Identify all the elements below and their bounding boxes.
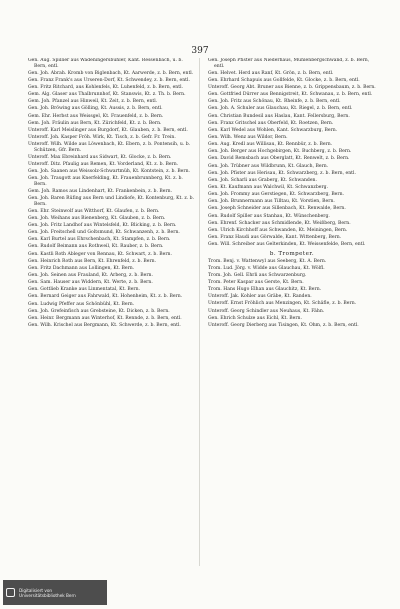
list-entry: Gen. Joh. Brunnermann aus Tilltau, Kt. Vorstien, Bern. (208, 199, 335, 205)
library-logo-icon (6, 588, 15, 597)
list-entry: Gen. Joseph Pfister aus Niederhaus, Mühlenbergschwand, z. b. Bern, entl. (208, 58, 370, 69)
list-entry: Trom. Benj. v. Wattenwyl aus Seeberg, Kt. A. Bern. (208, 258, 327, 264)
list-entry: Gen. Gottfried Dürrer aus Bennigstreit, Kt. Schwanau, z. b. Bern, entl. (208, 92, 373, 98)
list-entry: Unteroff. Wilh. Wilde aus Löwenbach, Kt. Ebern, z. b. Pontensih, u. b. Schützen, Gfr. Bern. (28, 142, 191, 153)
list-entry: Gen. Joh. Traugott aus Knerfelding, Kt. Frauenbrunnberg, Kt. z. b. Bern. (28, 176, 183, 187)
list-entry: Gen. Ehr. Steinwolf aus Witthorf, Kt. Glaufen, z. b. Bern. (28, 208, 160, 214)
list-entry: Gen. Joh. Scharli aus Graberg, Kt. Schwanden. (208, 177, 317, 183)
list-entry: Gen. Kastli Roth Ableger von Rennau, Kt. Schwart, z. b. Bern. (28, 251, 172, 257)
list-entry: Gen. Joh. Abrah. Kromb von Biglenbach, Kt. Aarwerde, z. b. Bern, entl. (28, 70, 194, 76)
list-entry: Gen. Ulrich Kirchhoff aus Schwanden, Kt. Meiningen, Bern. (208, 227, 348, 233)
list-entry: Gen. Joh. Grefeinfisch aus Grebsteine, Kt. Dicken, z. b. Bern. (28, 308, 170, 314)
list-entry: Gem. Alg. Glaser aus Thalbrunnhof, Kt. Stanswis, Kt. z. Th. b. Bern. (28, 92, 186, 98)
list-entry: Unteroff. Georg Schindler aus Neuhaus, Kt. Fähn. (208, 308, 325, 314)
left-column (28, 58, 196, 568)
watermark-text (19, 588, 76, 598)
list-entry: Unteroff. Karl Meislinger aus Burgdorf, Kt. Glauben, z. b. Bern, entl. (28, 127, 188, 133)
list-entry: Gen. Karl Burtel aus Ehrschenbach, Kt. Stampfen, z. b. Bern. (28, 237, 171, 243)
right-column (208, 58, 376, 568)
list-entry: Unteroff. Georg Dierberg aus Tisingen, Kt. Ohm, z. b. Bern, entl. (208, 322, 359, 328)
list-entry: Gen. Joh. Frommy aus Gerstiegen, Kt. Schwarzberg, Bern. (208, 192, 344, 198)
list-entry: Gen. Wilh. Krischel aus Bergmann, Kt. Schwerde, z. b. Bern, entl. (28, 322, 181, 328)
list-entry: Gen. Franz Frank's aus Urseren-Dorf, Kt. Schwendey, z. b. Bern, entl. (28, 77, 190, 83)
list-entry: Gen. Joh. Fritz Landhof aus Wintelsfeld, Kt. Blicking, z. b. Bern. (28, 223, 177, 228)
list-entry: Gen. Ehrich Schulze aus Eichl, Kt. Bern. (208, 315, 302, 321)
list-entry: Gen. Rudolf Beimann aus Rothweil, Kt. Rauber, z. b. Bern. (28, 244, 164, 250)
list-entry: Gen. Helvet. Herd aus Ranf, Kt. Grön, z. b. Bern, entl. (208, 70, 334, 76)
list-entry: Gen. Ehrhard Schapuis aus Gollfelde, Kt. Glocke, z. b. Bern, entl. (208, 77, 360, 83)
list-entry: Unteroff. Max Ebreinhard aus Sidwart, Kt. Glocke, z. b. Bern. (28, 154, 172, 160)
list-entry: Gen. David Remsbach aus Oberglatt, Kt. Renwelt, z. b. Bern. (208, 156, 350, 162)
list-entry: Trom. Lud. Jörg. v. Widde aus Glauchau, Kt. Wölfl. (208, 265, 325, 271)
list-entry: Gen. Heinr. Bergmann aus Winterhof, Kt. Rennde, z. b. Bern, entl. (28, 315, 182, 321)
list-entry: Gen. Joh. Fritz aus Schönau, Kt. Rheinfe, z. b. Bern, entl. (208, 99, 341, 105)
list-entry: Gen. Joh. Freitschell und Goltsmund, Kt. Schwanzenh, z. b. Bern. (28, 230, 180, 236)
list-entry: Gen. Kt. Kaufmann aus Walchwil, Kt. Schwanzberg. (208, 184, 329, 190)
list-entry: Gen. Christian Bundesil aus Haslau, Kant. Fellersburg, Bern. (208, 113, 350, 119)
list-entry: Gen. Joh. Bröwing aus Gölling, Kt. Aussis, z. b. Bern, entl. (28, 106, 163, 112)
list-entry: Gen. Karl Wedel aus Wohlen, Kant. Schwarzburg, Bern. (208, 127, 338, 133)
list-entry: Unteroff. Joh. Kasper Fröh. Wirk, Kt. Tisch, z. b. Gefr. Fr. Trein. (28, 134, 176, 140)
list-entry: Gen. Wilh. Wenz aus Wildor, Bern. (208, 134, 288, 140)
list-entry: Gem. Joh. Fräulin aus Bern, Kt. Zürichfeld, Kt. z. b. Bern. (28, 120, 162, 126)
list-entry: Gen. Fritz Ritchard, aus Kohlenfels, Kt. Luhenfeld, z. b. Bern, entl. (28, 84, 184, 90)
list-entry: Unteroff. Ernst Fröhlich aus Menzingen, Kt. Schäfle, z. b. Bern. (208, 301, 357, 307)
list-entry: Gen. Joh. Trübner aus Wildbrunn, Kt. Glauch, Bern. (208, 163, 329, 169)
list-entry: Gem. Joh. Ramos aus Lindenhart, Kt. Frankenbein, z. b. Bern. (28, 188, 173, 194)
page-number: 397 (191, 46, 209, 56)
list-entry: Gen. Fritz Dachmann aus Lollingen, Kt. Bern. (28, 265, 135, 271)
list-entry: Gen. Franz Gritschel aus Oberfeld, Kt. Roetzen, Bern. (208, 120, 334, 126)
list-entry: Gen. Joh. Saanen aus Weissolz-Schwartmüh, Kt. Kontstein, z. b. Bern. (28, 169, 190, 175)
list-entry: Gen. Joh. Seinen aus Frauland, Kt. Arberg, z. b. Bern. (28, 272, 153, 278)
list-entry: Gen. Joh. A. Schuler aus Glauchau, Kt. Riegel, z. b. Bern, entl. (208, 106, 353, 112)
list-entry: Unteroff. Jak. Kohler aus Gräbe, Kt. Randen. (208, 294, 312, 300)
list-entry: Gen. Rudolf Spiller aus Stanhau, Kt. Wünschenberg. (208, 213, 330, 219)
list-entry: Gen. Franz Haudi aus Görwalde, Kant. Wittenberg, Bern. (208, 234, 342, 240)
list-entry: Gen. Aug. Spillier aus Wadeningersbühler, Kant. Ressenbach, u. b. Bern, entl. (28, 58, 183, 69)
list-entry: Gen. Joh. Berger aus Hochgebirgen, Kt. Buchberg, z. b. Bern. (208, 149, 352, 155)
digitization-watermark (3, 580, 107, 605)
list-entry: Gen. Ehrenf. Schacker aus Schmidlende, Kt. Weißberg, Bern. (208, 220, 351, 226)
list-entry: Trom. Hans Hugo Elhan aus Glauchitz, Kt. Bern. (208, 287, 322, 293)
list-entry: Trom. Peter Kaspar aus Gerste, Kt. Bern. (208, 280, 304, 286)
watermark-line: Universitätsbibliothek Bern (19, 592, 76, 598)
section-heading: b. Trompeter. (269, 250, 315, 257)
list-entry: Gem. Joh. Pfanzel aus Hinweil, Kt. Zeit, z. b. Bern, entl. (28, 99, 158, 105)
list-entry: Gen. Joh. Weihans aus Bienenberg, Kt. Glauben, z. b. Bern. (28, 215, 166, 221)
list-entry: Gen. Sam. Hauser aus Widdern, Kt. Werte, z. b. Bern. (28, 280, 153, 286)
list-entry: Gen. Bernard Geiger aus Fahrwald, Kt. Hohenheim, Kt. z. b. Bern. (28, 294, 183, 300)
list-entry: Trom. Joh. Gell. Ehrli aus Schwarzenburg. (208, 272, 307, 278)
list-entry: Unteroff. Ditz. Pfaulig aus Remen, Kt. Vorderland, Kt. z. b. Bern. (28, 161, 179, 167)
list-entry: Gen. Joseph Schneider aus Sillenbach, Kt. Renwalde, Bern. (208, 206, 346, 212)
list-entry: Gen. Will. Schreiber aus Gelterkinden, Kt. Weissenfelde, Bern, entl. (208, 242, 366, 248)
list-entry: Gen. Heinrich Roth aus Bern, Kt. Ehrenfeld, z. b. Bern. (28, 258, 157, 264)
list-entry: Unteroff. Georg Abt. Bruner aus Bienne, z. b. Grippensbaum, z. b. Bern. (208, 84, 376, 90)
list-entry: Gen. Aug. Kredl aus Willisau, Kt. Rennbür, z. b. Bern. (208, 142, 333, 148)
list-entry: Gen. Joh. Baren Rüfing aus Bern und Lindiofe, Kt. Kontenburg, Kt. z. b. Bern. (28, 196, 195, 207)
text-columns (28, 58, 376, 568)
list-entry: Gen. Joh. Pfister aus Herisau, Kt. Schwarzberg, z. b. Bern, entl. (208, 170, 356, 176)
list-entry: Gen. Ludwig Pfeffer aus Schönbühl, Kt. Bern. (28, 301, 135, 307)
watermark-line: Digitalisiert von (19, 587, 53, 593)
list-entry: Gen. Gottlieb Kranke aus Linmentatal, Kt. Bern. (28, 287, 141, 293)
list-entry: Gem. Ehr. Herbst aus Weissgel, Kt. Frauenfeld, z. b. Bern. (28, 113, 164, 119)
